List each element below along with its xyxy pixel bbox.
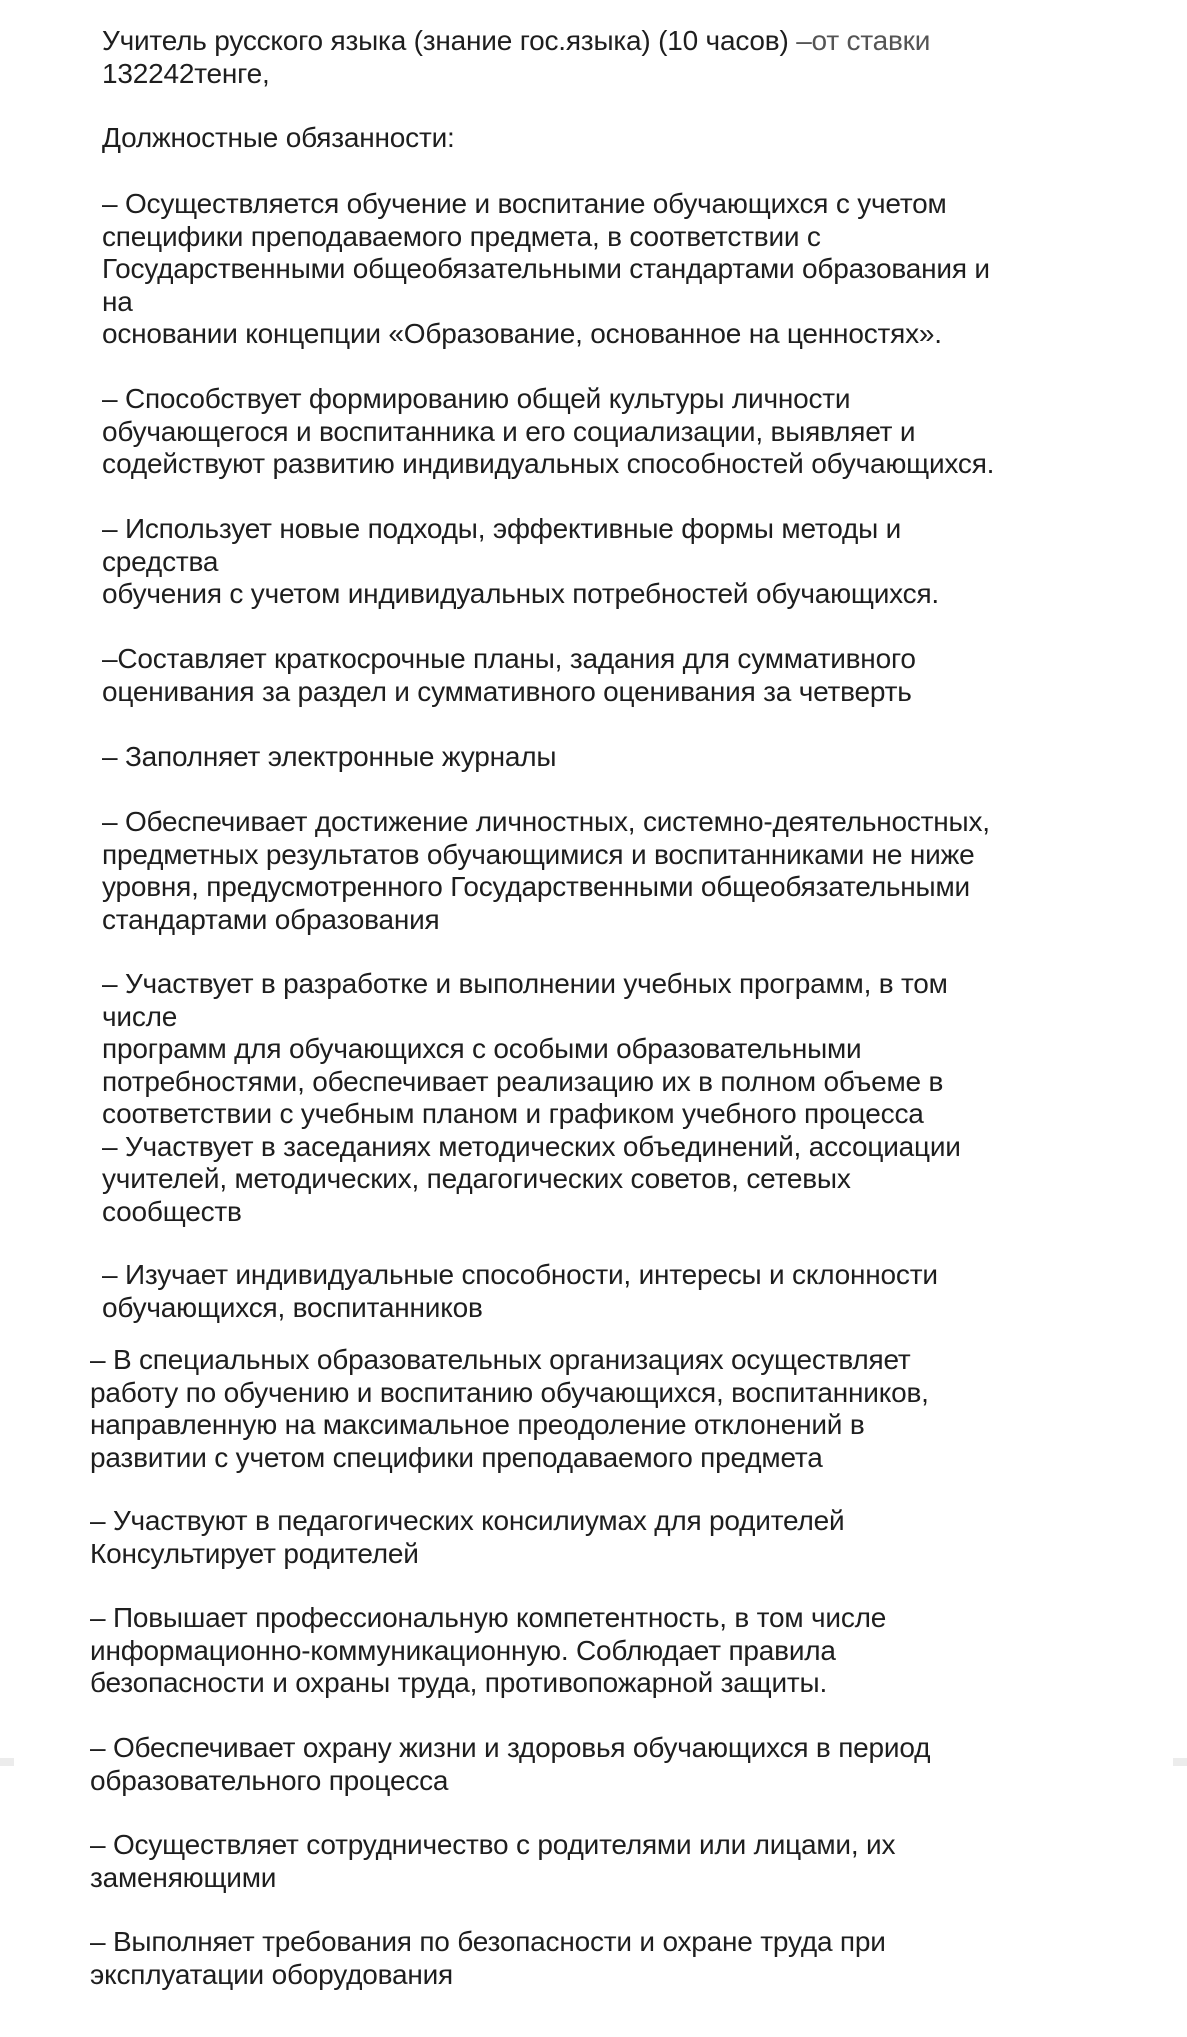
duty-line: работу по обучению и воспитанию обучающихся, воспитанников,	[90, 1376, 929, 1408]
duty-line: сообществ	[102, 1195, 242, 1227]
duty-item	[90, 1505, 844, 1570]
title-salary: 132242тенге,	[102, 57, 270, 89]
right-page-edge-mark	[1173, 1758, 1187, 1766]
duty-line: соответствии с учебным планом и графиком учебного процесса	[102, 1098, 924, 1129]
duty-line: числе	[102, 1000, 178, 1032]
duty-line: обучающегося и воспитанника и его социализации, выявляет и	[102, 415, 916, 447]
duty-line: развитии с учетом специфики преподаваемого предмета	[90, 1441, 823, 1473]
duty-line: Консультирует родителей	[90, 1537, 419, 1569]
section-heading	[102, 122, 455, 155]
duty-line: – Использует новые подходы, эффективные формы методы и	[102, 513, 902, 544]
duty-line: стандартами образования	[102, 903, 440, 935]
duty-line: специфики преподаваемого предмета, в соответствии с	[102, 220, 821, 252]
duty-line: заменяющими	[90, 1861, 277, 1893]
duty-line: направленную на максимальное преодоление отклонений в	[90, 1409, 865, 1440]
duty-line: эксплуатации оборудования	[90, 1958, 453, 1990]
title-line-1	[102, 25, 930, 58]
duty-line: – Изучает индивидуальные способности, интересы и склонности	[102, 1259, 938, 1290]
duty-item	[90, 1602, 886, 1700]
duty-line: – Обеспечивает достижение личностных, системно-деятельностных,	[102, 806, 990, 837]
duty-item	[102, 643, 916, 708]
duty-line: – В специальных образовательных организациях осуществляет	[90, 1344, 911, 1375]
duty-line: – Выполняет требования по безопасности и охране труда при	[90, 1926, 886, 1957]
duty-line: информационно-коммуникационную. Соблюдает правила	[90, 1634, 836, 1666]
left-page-edge-mark	[0, 1758, 14, 1766]
duty-line: оценивания за раздел и суммативного оценивания за четверть	[102, 675, 912, 707]
duty-line: потребностями, обеспечивает реализацию их в полном объеме в	[102, 1065, 944, 1097]
section-heading-text: Должностные обязанности:	[102, 122, 455, 153]
duty-item	[102, 383, 994, 481]
duty-line: содействуют развитию индивидуальных способностей обучающихся.	[102, 448, 995, 479]
duty-line: средства	[102, 545, 219, 577]
duty-line: – Участвуют в педагогических консилиумах для родителей	[90, 1505, 845, 1536]
duty-line: программ для обучающихся с особыми образовательными	[102, 1033, 862, 1064]
duty-item	[90, 1732, 930, 1797]
duty-line: на	[102, 285, 133, 317]
vacancy-title	[102, 25, 930, 90]
duty-item	[102, 1259, 938, 1324]
duty-line: – Осуществляет сотрудничество с родителями или лицами, их	[90, 1829, 896, 1860]
duty-line: – Способствует формированию общей культуры личности	[102, 383, 851, 414]
duty-line: обучающихся, воспитанников	[102, 1291, 483, 1323]
duty-line: безопасности и охраны труда, противопожарной защиты.	[90, 1667, 828, 1698]
duty-item	[102, 513, 939, 611]
duty-line: учителей, методических, педагогических советов, сетевых	[102, 1163, 851, 1194]
duty-item	[102, 806, 990, 936]
duty-line: – Повышает профессиональную компетентность, в том числе	[90, 1602, 887, 1633]
duty-line: –Составляет краткосрочные планы, задания для суммативного	[102, 643, 916, 674]
title-position: Учитель русского языка (знание гос.языка) (10 часов)	[102, 25, 797, 56]
duty-line: – Осуществляется обучение и воспитание обучающихся с учетом	[102, 188, 947, 219]
title-rate-label: –от ставки	[796, 25, 931, 56]
duty-item	[102, 968, 961, 1228]
duty-line: Государственными общеобязательными стандартами образования и	[102, 253, 990, 284]
duty-line: – Заполняет электронные журналы	[102, 741, 557, 772]
duty-line: уровня, предусмотренного Государственными общеобязательными	[102, 871, 970, 902]
duty-item	[102, 188, 990, 351]
duty-item	[90, 1344, 929, 1474]
duty-line: – Участвует в заседаниях методических объединений, ассоциации	[102, 1130, 961, 1162]
duty-line: – Участвует в разработке и выполнении учебных программ, в том	[102, 968, 948, 999]
duty-item	[90, 1926, 886, 1991]
duty-item	[102, 741, 556, 774]
duty-line: образовательного процесса	[90, 1764, 449, 1796]
duty-item	[90, 1829, 895, 1894]
duty-line: предметных результатов обучающимися и воспитанниками не ниже	[102, 838, 975, 870]
duty-line: обучения с учетом индивидуальных потребностей обучающихся.	[102, 578, 940, 609]
duty-line: основании концепции «Образование, основанное на ценностях».	[102, 318, 942, 349]
duty-line: – Обеспечивает охрану жизни и здоровья обучающихся в период	[90, 1732, 931, 1763]
